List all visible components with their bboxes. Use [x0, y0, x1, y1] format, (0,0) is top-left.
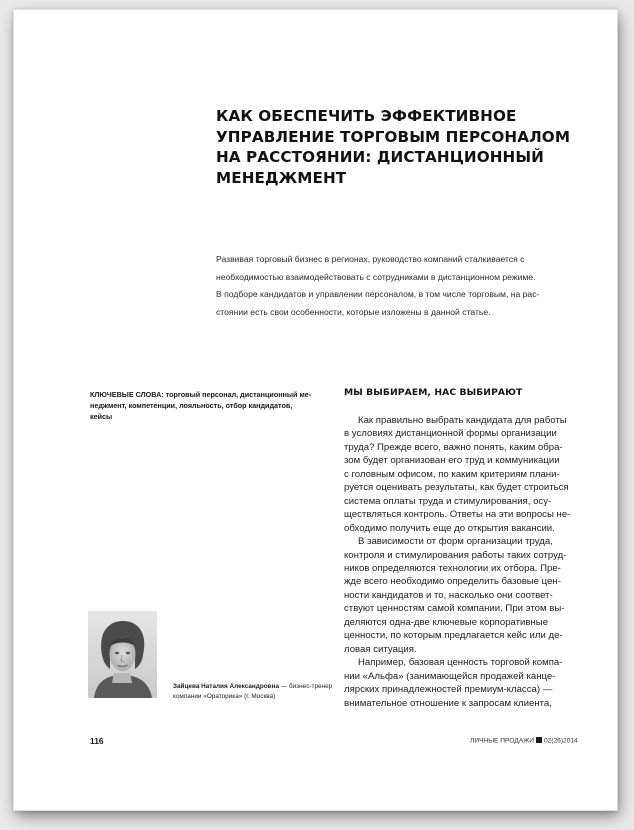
lead-line: В подборе кандидатов и управлении персоналом, в том числе торговым, на рас- — [216, 289, 540, 300]
body-line: внимательное отношение к запросам клиента, — [344, 697, 552, 709]
section-heading: МЫ ВЫБИРАЕМ, НАС ВЫБИРАЮТ — [344, 387, 523, 398]
title-line: МЕНЕДЖМЕНТ — [216, 168, 347, 187]
body-line: контроля и стимулирования работы таких сотруд- — [344, 549, 567, 561]
author-photo — [88, 611, 157, 698]
body-line: ловая ситуация. — [344, 643, 417, 655]
body-line: ценности, по которым предлагается кейс или де- — [344, 630, 563, 642]
body-line: система оплаты труда и стимулирования, осу- — [344, 495, 552, 507]
author-role: — бизнес-тренер — [279, 683, 333, 690]
article-lead — [216, 251, 596, 321]
author-company: компании «Ораторика» (г. Москва) — [173, 693, 276, 701]
body-line: нии «Альфа» (занимающейся продажей канце- — [344, 670, 556, 682]
title-line: УПРАВЛЕНИЕ ТОРГОВЫМ ПЕРСОНАЛОМ — [216, 127, 571, 146]
body-line: ществляться контроль. Ответы на эти вопросы не- — [344, 509, 571, 521]
lead-line: стоянии есть свои особенности, которые изложены в данной статье. — [216, 306, 491, 317]
article-body — [344, 414, 594, 710]
magazine-footer — [470, 737, 578, 745]
body-line: обходимо получить еще до открытия вакансии. — [344, 522, 555, 534]
body-line: Например, базовая ценность торговой компа- — [358, 657, 563, 669]
body-line: лярских принадлежностей премиум-класса) — — [344, 684, 553, 696]
body-line: ности кандидатов и то, насколько они соответ- — [344, 589, 553, 601]
author-caption — [173, 682, 343, 702]
article-title — [216, 106, 571, 188]
keywords-line: кейсы — [90, 412, 113, 422]
keywords-line: неджмент, компетенции, лояльность, отбор кандидатов, — [90, 401, 293, 411]
body-line: руется оценивать результаты, как будет строиться — [344, 482, 569, 494]
page-number: 116 — [90, 736, 104, 746]
lead-line: Развивая торговый бизнес в регионах, руководство компаний сталкивается с — [216, 254, 525, 264]
author-line-1 — [173, 682, 343, 692]
author-portrait-image — [88, 611, 157, 698]
author-name: Зайцева Наталия Александровна — [173, 683, 280, 690]
magazine-page — [14, 10, 617, 810]
title-line: НА РАССТОЯНИИ: ДИСТАНЦИОННЫЙ — [216, 148, 544, 166]
body-line: ников определяются технологии их отбора. Пре- — [344, 562, 561, 574]
keywords-line: КЛЮЧЕВЫЕ СЛОВА: торговый персонал, дистанционный ме- — [90, 390, 312, 399]
issue-number: 02(26)2014 — [543, 737, 578, 745]
body-line: В зависимости от форм организации труда, — [358, 536, 553, 548]
body-line: труда? Прежде всего, важно понять, каким обра- — [344, 441, 563, 453]
keywords-block — [90, 389, 340, 423]
body-line: с головным офисом, по каким критериям плани- — [344, 468, 560, 480]
lead-line: необходимостью взаимодействовать с сотрудниками в дистанционном режиме. — [216, 271, 536, 282]
body-line: жде всего необходимо определить базовые цен- — [344, 576, 561, 588]
body-line: ствуют ценностям самой компании. При этом вы- — [344, 603, 565, 615]
title-line: КАК ОБЕСПЕЧИТЬ ЭФФЕКТИВНОЕ — [216, 107, 517, 125]
body-line: Как правильно выбрать кандидата для работы — [358, 415, 567, 426]
magazine-name: ЛИЧНЫЕ ПРОДАЖИ — [470, 737, 534, 745]
body-line: зом будет организован его труд и коммуникации — [344, 455, 560, 467]
square-bullet-icon — [536, 737, 542, 743]
body-line: деляются одна-две ключевые корпоративные — [344, 616, 549, 628]
body-line: в условиях дистанционной формы организации — [344, 428, 557, 440]
